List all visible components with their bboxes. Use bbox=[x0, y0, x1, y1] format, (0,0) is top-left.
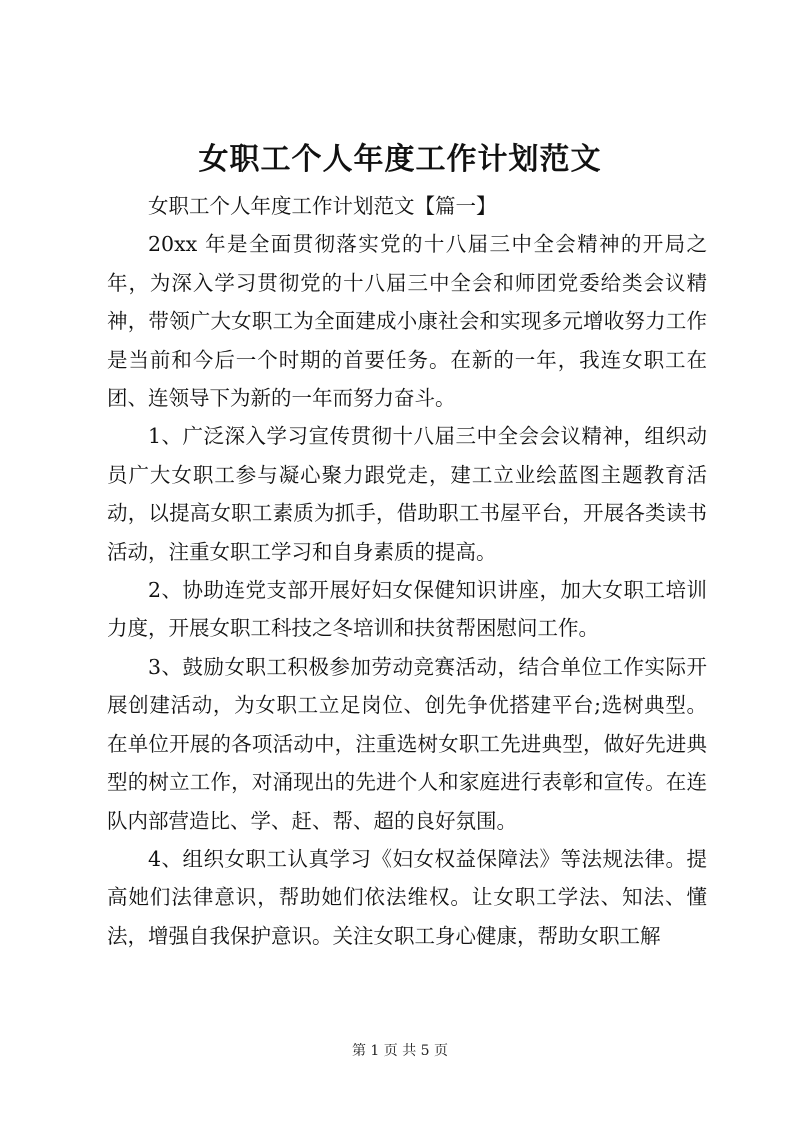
document-title: 女职工个人年度工作计划范文 bbox=[198, 142, 602, 177]
section-heading: 女职工个人年度工作计划范文【篇一】 bbox=[148, 194, 497, 218]
paragraph-item-2: 2、协助连党支部开展好妇女保健知识讲座，加大女职工培训力度，开展女职工科技之冬培训和扶贫帮困慰问工作。 bbox=[107, 578, 707, 641]
paragraph-item-1: 1、广泛深入学习宣传贯彻十八届三中全会会议精神，组织动员广大女职工参与凝心聚力跟党走，建工立业绘蓝图主题教育活动，以提高女职工素质为抓手，借助职工书屋平台，开展各类读书活动，注重女职工学习和自身素质的提高。 bbox=[107, 424, 707, 564]
document-body bbox=[107, 187, 707, 955]
paragraph-item-3: 3、鼓励女职工积极参加劳动竞赛活动，结合单位工作实际开展创建活动，为女职工立足岗位、创先争优搭建平台;选树典型。在单位开展的各项活动中，注重选树女职工先进典型，做好先进典型的树立工作，对涌现出的先进个人和家庭进行表彰和宣传。在连队内部营造比、学、赶、帮、超的良好氛围。 bbox=[107, 654, 707, 833]
paragraph-item-4: 4、组织女职工认真学习《妇女权益保障法》等法规法律。提高她们法律意识，帮助她们依法维权。让女职工学法、知法、懂法，增强自我保护意识。关注女职工身心健康，帮助女职工解 bbox=[107, 846, 707, 948]
page-footer: 第 1 页 共 5 页 bbox=[351, 1043, 449, 1059]
paragraph-intro: 20xx 年是全面贯彻落实党的十八届三中全会精神的开局之年，为深入学习贯彻党的十八届三中全会和师团党委给类会议精神，带领广大女职工为全面建成小康社会和实现多元增收努力工作是当前和今后一个时期的首要任务。在新的一年，我连女职工在团、连领导下为新的一年而努力奋斗。 bbox=[107, 232, 707, 411]
